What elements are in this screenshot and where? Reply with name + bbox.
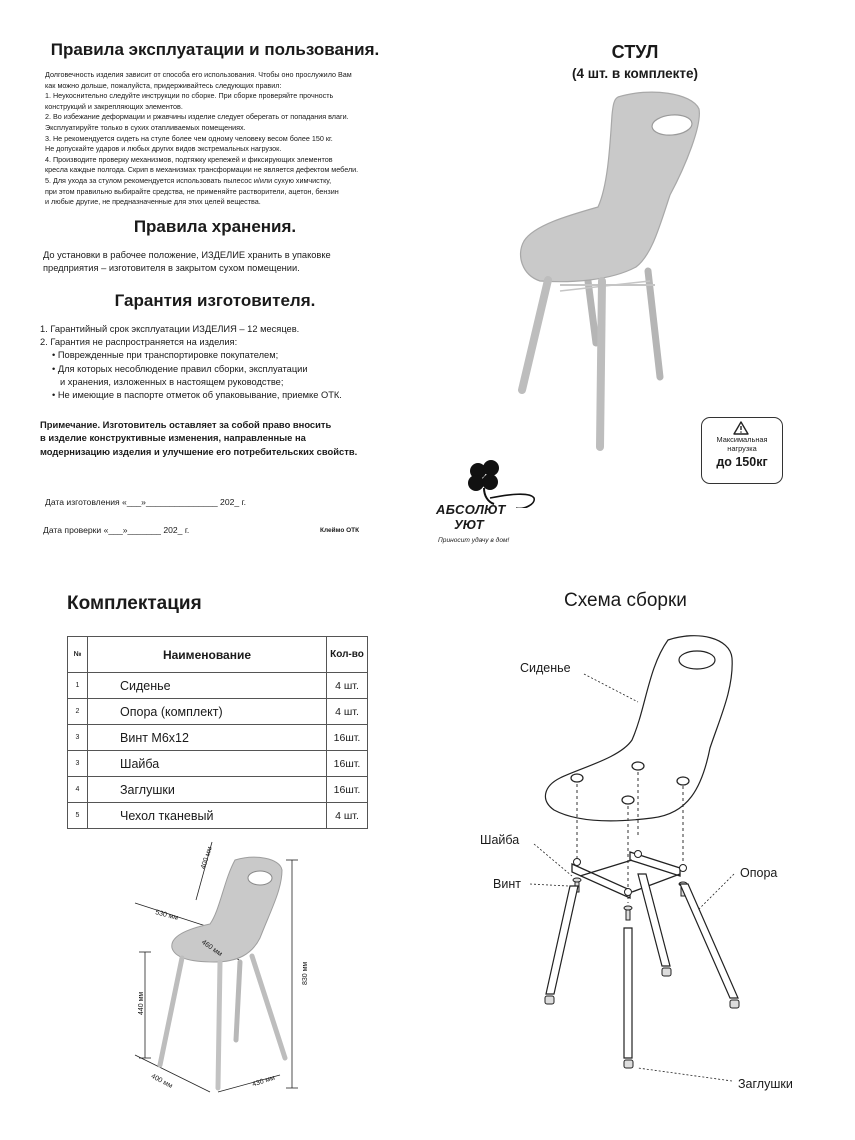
warranty-line: • Для которых несоблюдение правил сборки, эксплуатации: [52, 363, 308, 374]
dim-830: 830 мм: [302, 961, 309, 985]
row-qty: 16шт.: [327, 777, 368, 803]
row-qty: 4 шт.: [327, 699, 368, 725]
table-row: [68, 751, 368, 777]
max-load-value: до 150кг: [716, 455, 768, 469]
rules-text: [45, 70, 405, 208]
table-row: [68, 777, 368, 803]
table-header-row: [68, 637, 368, 673]
label-washer: Шайба: [480, 833, 520, 847]
max-load-badge: [701, 417, 783, 484]
row-qty: 4 шт.: [327, 673, 368, 699]
col-qty: Кол-во: [327, 637, 368, 673]
row-name: Шайба: [88, 751, 327, 777]
row-name: Винт М6х12: [88, 725, 327, 751]
warranty-text: [40, 323, 400, 402]
check-date: Дата проверки «___»_______ 202_ г.: [43, 525, 190, 535]
brand-name-1: АБСОЛЮТ: [436, 502, 506, 517]
row-num: 5: [68, 803, 88, 829]
otk-stamp: Клеймо ОТК: [320, 527, 360, 534]
rules-line: при этом правильно выбирайте средства, не применяйте растворители, ацетон, бензин: [45, 186, 339, 196]
rules-line: 2. Во избежание деформации и ржавчины изделие следует оберегать от попадания влаги.: [45, 112, 349, 122]
chair-photo: [500, 85, 710, 465]
dim-440: 440 мм: [138, 991, 145, 1015]
warranty-line: 2. Гарантия не распространяется на изделия:: [40, 337, 238, 348]
kit-table: [67, 636, 368, 829]
rules-line: 4. Производите проверку механизмов, подтяжку крепежей и фиксирующих элементов: [45, 154, 333, 164]
row-num: 4: [68, 777, 88, 803]
rules-line: кресла каждые полгода. Скрип в механизмах трансформации не является дефектом мебели.: [45, 165, 359, 175]
table-row: [68, 803, 368, 829]
rules-line: Эксплуатируйте только в сухих отапливаемых помещениях.: [45, 122, 246, 132]
rules-line: конструкций и закрепляющих элементов.: [45, 101, 183, 111]
dim-460: 460 мм: [200, 938, 224, 959]
manufacture-date: Дата изготовления «___»_______________ 202_ г.: [45, 497, 247, 507]
rules-line: 5. Для ухода за стулом рекомендуется использовать пылесос и/или сухую химчистку,: [45, 175, 332, 185]
col-num: №: [68, 637, 88, 673]
dimension-drawing: [120, 830, 330, 1100]
rules-line: Не допускайте ударов и любых других видов экстремальных нагрузок.: [45, 144, 282, 154]
row-num: 3: [68, 751, 88, 777]
warranty-line: и хранения, изложенных в настоящем руководстве;: [60, 376, 284, 387]
kit-title: Комплектация: [67, 593, 202, 614]
rules-title: Правила эксплуатации и пользования.: [50, 40, 380, 59]
row-name: Заглушки: [88, 777, 327, 803]
row-qty: 4 шт.: [327, 803, 368, 829]
label-screw: Винт: [493, 877, 521, 891]
dim-400-bottom: 400 мм: [149, 1072, 174, 1091]
warranty-line: 1. Гарантийный срок эксплуатации ИЗДЕЛИЯ – 12 месяцев.: [40, 324, 300, 334]
row-name: Сиденье: [88, 673, 327, 699]
warranty-line: • Не имеющие в паспорте отметок об упаковывание, приемке ОТК.: [52, 390, 342, 401]
row-num: 3: [68, 725, 88, 751]
warning-icon: [733, 421, 749, 435]
warranty-title: Гарантия изготовителя.: [114, 291, 316, 310]
table-row: [68, 725, 368, 751]
assembly-drawing: [520, 628, 770, 1088]
dim-400-top: 400 мм: [200, 845, 214, 871]
storage-line: предприятия – изготовителя в закрытом сухом помещении.: [43, 263, 300, 273]
rules-line: 1. Неукоснительно следуйте инструкции по сборке. При сборке проверяйте прочность: [45, 91, 334, 101]
row-qty: 16шт.: [327, 725, 368, 751]
max-load-label2: нагрузка: [727, 444, 757, 453]
warranty-line: • Поврежденные при транспортировке покупателем;: [52, 350, 279, 361]
note-text: [40, 418, 400, 458]
dim-530: 530 мм: [154, 909, 179, 922]
note-line: в изделие конструктивные изменения, направленные на: [40, 432, 306, 444]
dim-430: 430 мм: [251, 1074, 276, 1089]
max-load-label1: Максимальная: [716, 435, 768, 444]
product-title-block: [510, 42, 760, 81]
label-support: Опора: [740, 866, 778, 880]
rules-line: как можно дольше, пожалуйста, придерживайтесь следующих правил:: [45, 80, 282, 90]
row-qty: 16шт.: [327, 751, 368, 777]
rules-line: и любые другие, не предназначенные для этих целей вещества.: [45, 197, 261, 207]
brand-name-2: УЮТ: [454, 517, 484, 532]
storage-text: [43, 249, 393, 275]
product-title: СТУЛ: [611, 42, 659, 62]
product-subtitle: (4 шт. в комплекте): [571, 66, 699, 81]
row-num: 1: [68, 673, 88, 699]
table-row: [68, 673, 368, 699]
note-line: модернизацию изделия и улучшение его потребительских свойств.: [40, 445, 358, 457]
brand-slogan: Приносит удачу в дом!: [438, 537, 510, 544]
table-row: [68, 699, 368, 725]
rules-line: Долговечность изделия зависит от способа его использования. Чтобы оно прослужило Вам: [45, 70, 352, 79]
label-caps: Заглушки: [738, 1077, 793, 1091]
col-name: Наименование: [88, 637, 327, 673]
label-seat: Сиденье: [520, 661, 571, 675]
rules-line: 3. Не рекомендуется сидеть на стуле более чем одному человеку весом более 150 кг.: [45, 133, 333, 143]
assembly-title: Схема сборки: [564, 590, 687, 611]
note-line: Примечание. Изготовитель оставляет за собой право вносить: [40, 419, 332, 430]
storage-line: До установки в рабочее положение, ИЗДЕЛИЕ хранить в упаковке: [43, 250, 331, 260]
clover-logo-icon: [464, 458, 544, 508]
row-name: Опора (комплект): [88, 699, 327, 725]
row-name: Чехол тканевый: [88, 803, 327, 829]
row-num: 2: [68, 699, 88, 725]
storage-title: Правила хранения.: [133, 217, 297, 236]
